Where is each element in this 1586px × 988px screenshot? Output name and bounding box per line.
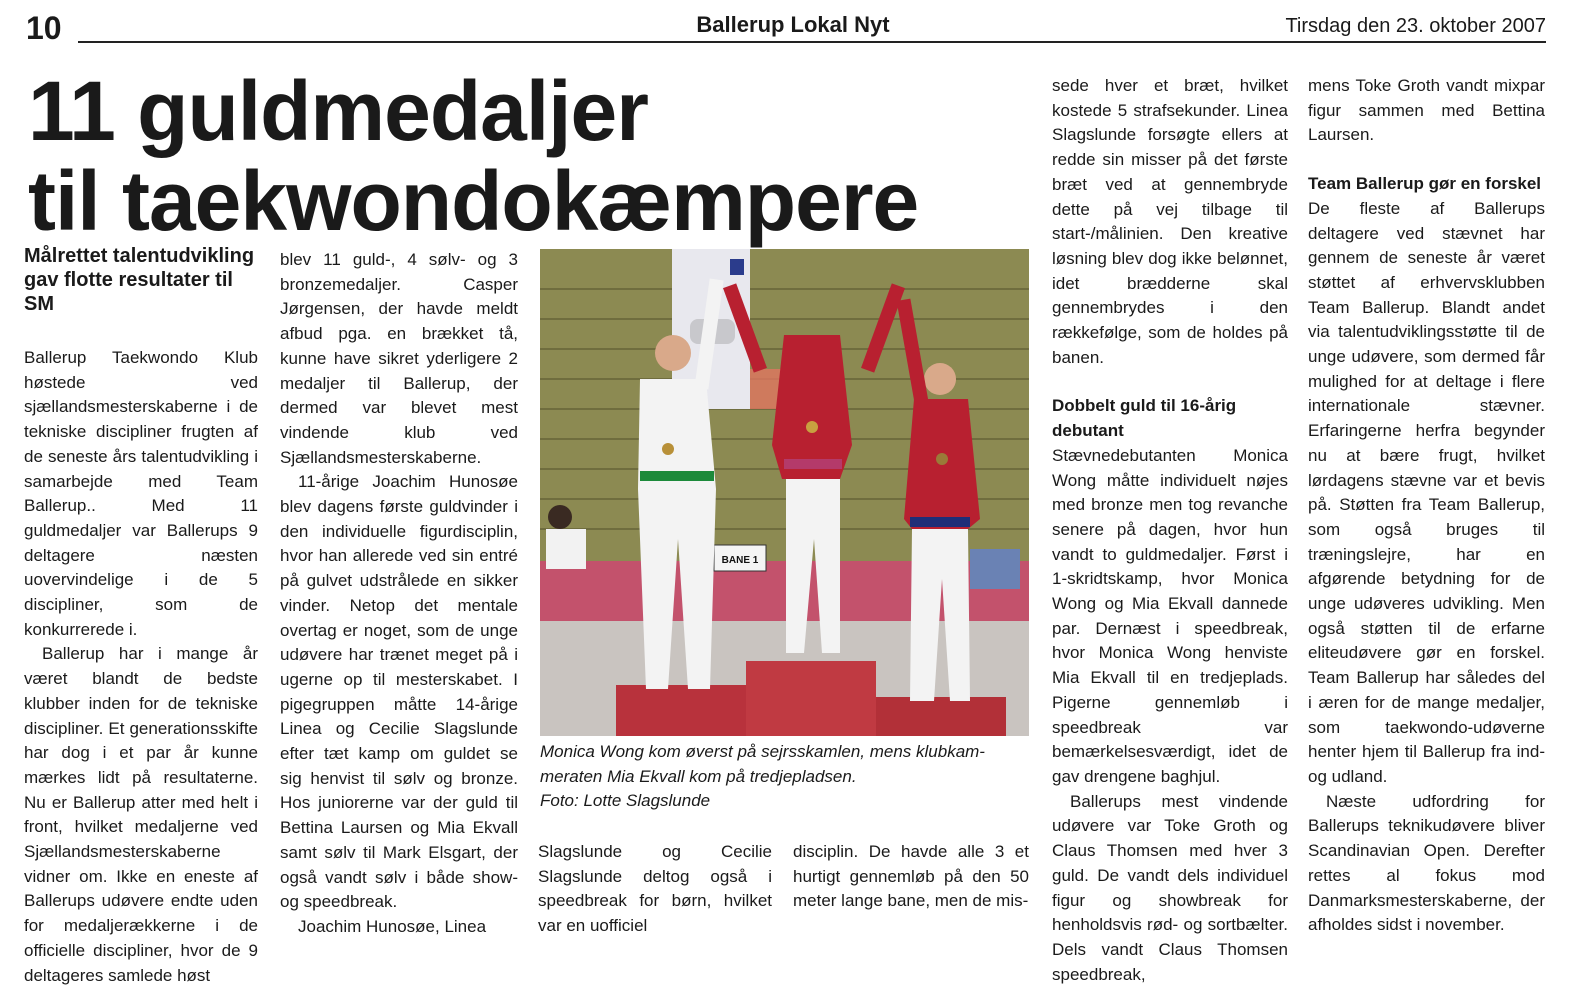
paragraph: sede hver et bræt, hvilket kostede 5 strafsekunder. Linea Slagslunde forsøgte ellers at redde sin misser på det første bræt ved at gennembryde dette på vej tilbage til start-/målinien. Den kreative løsning blev dog ikke belønnet, idet brædderne skal gennembrydes i den rækkefølge, som de holdes på banen.: [1052, 76, 1288, 367]
text-column-3a: [538, 840, 772, 939]
paragraph: disciplin. De havde alle 3 et hurtigt gennemløb på den 50 meter lange bane, men de mis-: [793, 842, 1029, 911]
caption-line: Monica Wong kom øverst på sejrsskamlen, mens klubkam-: [540, 742, 985, 761]
page-number: 10: [26, 10, 62, 46]
text-column-1: [24, 346, 258, 988]
paragraph: Ballerup har i mange år været blandt de bedste klubber inden for de tekniske discipliner. Et generationsskifte har dog i et par år kunne mærkes lidt på resultaterne. Nu er Ballerup atter med helt i front, hvilket medaljerne ved Sjællandsmesterskaberne vidner om. Ikke en eneste af Ballerups udøvere endte uden for medaljerækkerne i de officielle discipliner, hvor de 9 deltageres samlede høst: [24, 644, 258, 985]
paragraph: mens Toke Groth vandt mixpar figur sammen med Bettina Laursen.: [1308, 76, 1545, 145]
paragraph: Ballerups mest vindende udøvere var Toke Groth og Claus Thomsen med hver 3 guld. De vandt dels individuel figur og showbreak for henholdsvis rød- og sortbælter. Dels vandt Claus Thomsen speedbreak,: [1052, 791, 1288, 984]
masthead-rule: [78, 41, 1546, 43]
text-column-5: [1308, 74, 1545, 938]
paragraph: Slagslunde og Cecilie Slagslunde deltog også i speedbreak for børn, hvilket var en uofficiel: [538, 842, 772, 936]
paragraph: Næste udfordring for Ballerups teknikudøvere bliver Scandinavian Open. Derefter rettes al fokus mod Danmarksmesterskaberne, der afholdes sidst i november.: [1308, 791, 1545, 935]
paragraph: Stævnedebutanten Monica Wong måtte individuelt nøjes med bronze men tog revanche senere på dagen, hvor hun vandt to guldmedaljer. Først i 1-skridtskamp, hvor Monica Wong og Mia Ekvall dannede par. Dernæst i speedbreak, hvor Monica Wong henviste Mia Ekvall til en tredjeplads. Pigerne gennemløb i speedbreak var bemærkelsesværdigt, idet de gav drengene baghjul.: [1052, 445, 1288, 786]
photo-credit: Foto: Lotte Slagslunde: [540, 791, 711, 810]
headline-line-1: 11 guldmedaljer: [28, 64, 648, 158]
caption-line: meraten Mia Ekvall kom på tredjepladsen.: [540, 766, 857, 786]
article-headline: [28, 66, 1038, 246]
podium-photo-illustration: [540, 249, 1029, 736]
headline-line-2: til taekwondokæmpere: [28, 154, 919, 248]
text-column-3b: [793, 840, 1029, 914]
photo-caption: [540, 740, 1030, 814]
issue-date: Tirsdag den 23. oktober 2007: [1285, 15, 1546, 37]
article-deck: Målrettet talentudvikling gav flotte resultater til SM: [24, 245, 255, 315]
section-subheading: Team Ballerup gør en forskel: [1308, 174, 1542, 194]
text-column-4: [1052, 74, 1288, 987]
paragraph: blev 11 guld-, 4 sølv- og 3 bronzemedaljer. Casper Jørgensen, der havde meldt afbud pga. en brækket tå, kunne have sikret yderligere 2 medaljer til Ballerup, der dermed var blevet mest vindende klub ved Sjællandsmesterskaberne.: [280, 250, 518, 467]
paragraph: 11-årige Joachim Hunosøe blev dagens første guldvinder i den individuelle figurdisciplin, hvor han allerede ved sin entré på gulvet udstrålede en sikker vinder. Netop det mentale overtag er noget, som de unge udøvere har trænet meget på i ugerne op til mesterskabet. I pigegruppen måtte 14-årige Linea og Cecilie Slagslunde efter tæt kamp om guldet se sig henvist til sølv og bronze. Hos juniorerne var der guld til Bettina Laursen og Mia Ekvall samt sølv til Mark Elsgart, der også vandt sølv i både show- og speedbreak.: [280, 472, 518, 912]
newspaper-name: Ballerup Lokal Nyt: [696, 12, 890, 37]
paragraph: De fleste af Ballerups deltagere ved stævnet har gennem de seneste år været støttet af erhvervsklubben Team Ballerup. Blandt andet via talentudviklingsstøtte til de unge udøvere, som dermed får mulighed for at deltage i flere internationale stævner. Erfaringerne herfra begynder nu at bære frugt, hvilket lørdagens stævne var et bevis på. Støtten fra Team Ballerup, som også bruges til træningslejre, har en afgørende betydning for de unge udøveres udvikling. Men også støtten til de erfarne eliteudøvere gør en forskel. Team Ballerup har således del i æren for de mange medaljer, som taekwondo-udøverne henter hjem til Ballerup fra ind- og udland.: [1308, 198, 1545, 786]
section-subheading: Dobbelt guld til 16-årig debutant: [1052, 396, 1237, 441]
text-column-2: [280, 248, 518, 940]
lane-sign-text: BANE 1: [721, 555, 759, 566]
paragraph: Ballerup Taekwondo Klub høstede ved sjællandsmesterskaberne i de tekniske discipliner frugten af de seneste års talentudvikling i samarbejde med Team Ballerup.. Med 11 guldmedaljer var Ballerups 9 deltagere næsten uovervindelige i de 5 discipliner, som de konkurrerede i.: [24, 348, 258, 639]
podium-photo: [540, 249, 1029, 736]
paragraph: Joachim Hunosøe, Linea: [298, 916, 487, 936]
